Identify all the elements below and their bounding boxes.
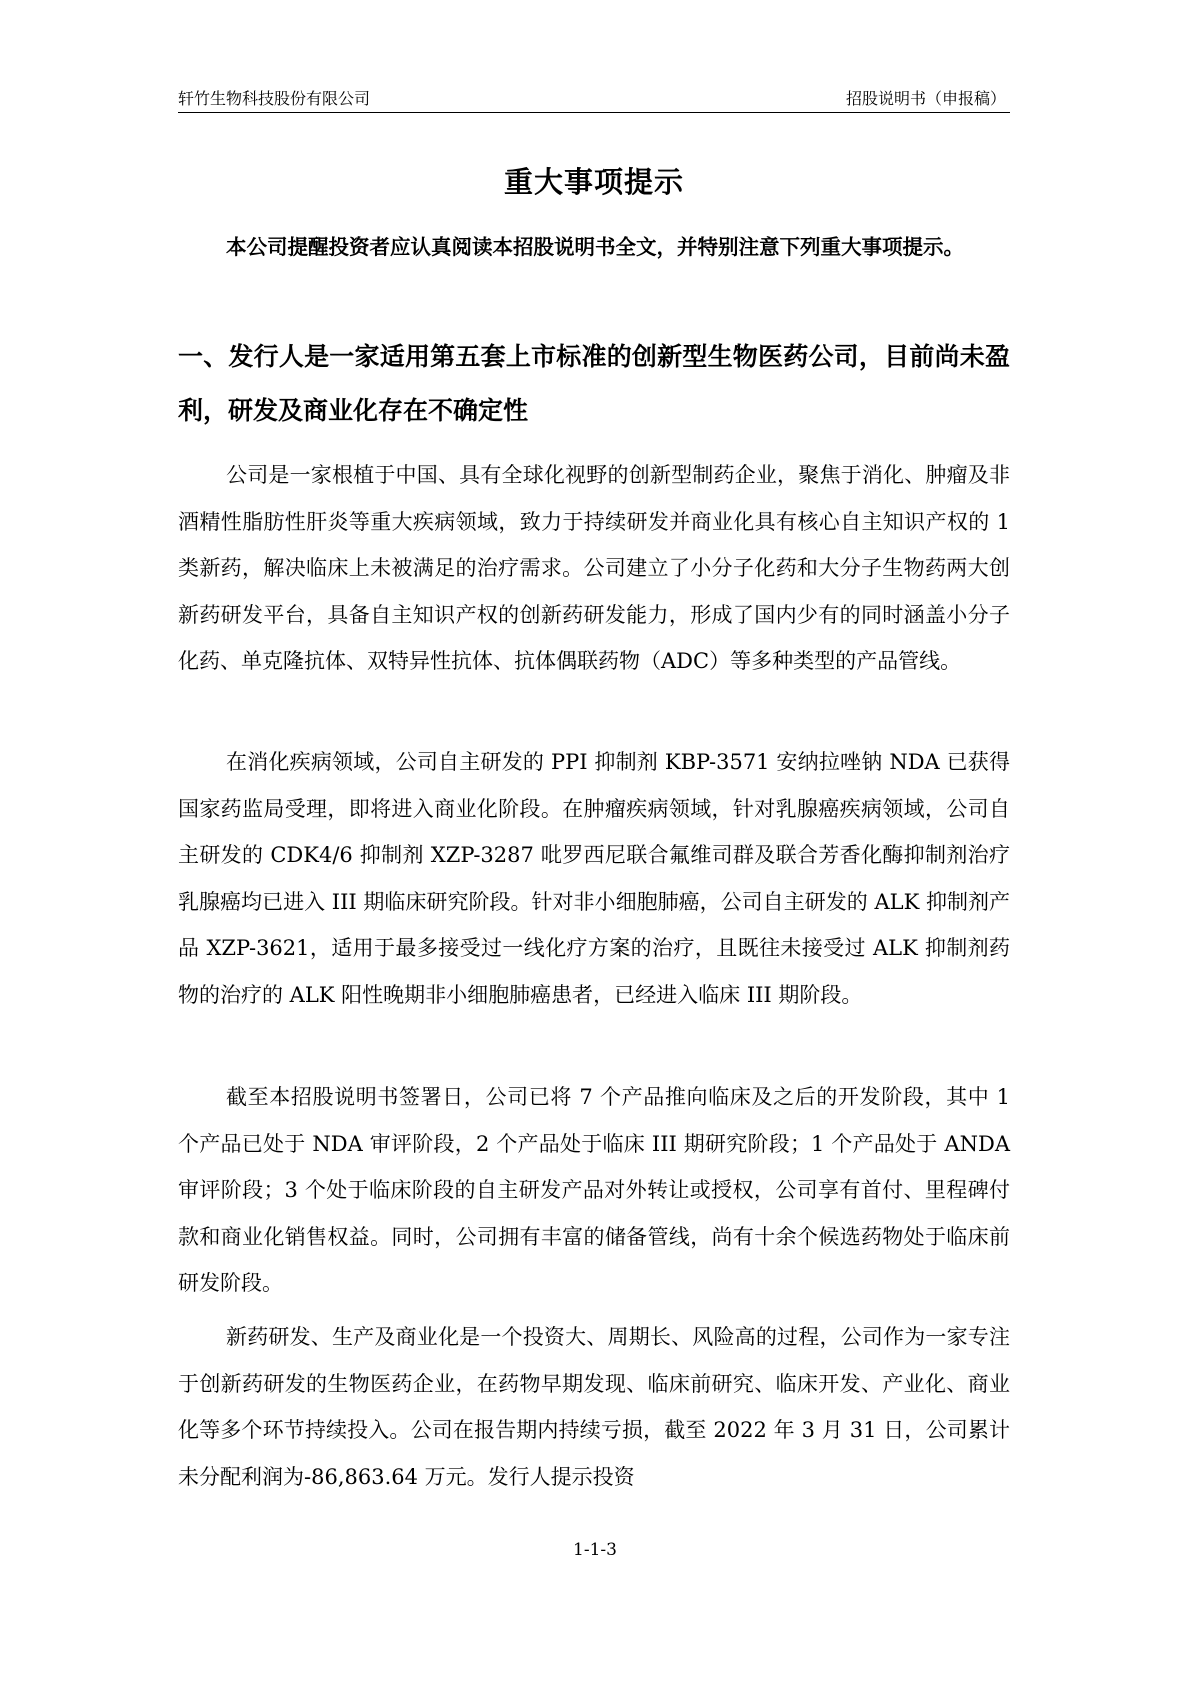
page-number: 1-1-3 (573, 1540, 617, 1560)
intro-paragraph: 本公司提醒投资者应认真阅读本招股说明书全文，并特别注意下列重大事项提示。 (226, 235, 964, 259)
page-title: 重大事项提示 (503, 165, 684, 199)
body-paragraph: 截至本招股说明书签署日，公司已将 7 个产品推向临床及之后的开发阶段，其中 1 个产品已处于 NDA 审评阶段，2 个产品处于临床 III 期研究阶段；1 个产品处于 ANDA 审评阶段；3 个处于临床阶段的自主研发产品对外转让或授权，公司享有首付、里程碑付款和商业化销售权益。同时，公司拥有丰富的储备管线，尚有十余个候选药物处于临床前研发阶段。 (178, 1085, 1010, 1295)
page-header (178, 84, 1010, 113)
body-paragraph: 在消化疾病领域，公司自主研发的 PPI 抑制剂 KBP-3571 安纳拉唑钠 NDA 已获得国家药监局受理，即将进入商业化阶段。在肿瘤疾病领域，针对乳腺癌疾病领域，公司自主研发的 CDK4/6 抑制剂 XZP-3287 吡罗西尼联合氟维司群及联合芳香化酶抑制剂治疗乳腺癌均已进入 III 期临床研究阶段。针对非小细胞肺癌，公司自主研发的 ALK 抑制剂产品 XZP-3621，适用于最多接受过一线化疗方案的治疗，且既往未接受过 ALK 抑制剂药物的治疗的 ALK 阳性晚期非小细胞肺癌患者，已经进入临床 III 期阶段。 (178, 750, 1010, 1007)
section-heading: 一、发行人是一家适用第五套上市标准的创新型生物医药公司，目前尚未盈利，研发及商业化存在不确定性 (178, 342, 1010, 425)
header-document-type: 招股说明书（申报稿） (845, 89, 1006, 108)
body-paragraph: 新药研发、生产及商业化是一个投资大、周期长、风险高的过程，公司作为一家专注于创新药研发的生物医药企业，在药物早期发现、临床前研究、临床开发、产业化、商业化等多个环节持续投入。公司在报告期内持续亏损，截至 2022 年 3 月 31 日，公司累计未分配利润为-86,863.64 万元。发行人提示投资 (178, 1325, 1010, 1489)
header-company-name: 轩竹生物科技股份有限公司 (178, 89, 371, 108)
body-paragraph: 公司是一家根植于中国、具有全球化视野的创新型制药企业，聚焦于消化、肿瘤及非酒精性脂肪性肝炎等重大疾病领域，致力于持续研发并商业化具有核心自主知识产权的 1 类新药，解决临床上未被满足的治疗需求。公司建立了小分子化药和大分子生物药两大创新药研发平台，具备自主知识产权的创新药研发能力，形成了国内少有的同时涵盖小分子化药、单克隆抗体、双特异性抗体、抗体偶联药物（ADC）等多种类型的产品管线。 (178, 463, 1010, 673)
